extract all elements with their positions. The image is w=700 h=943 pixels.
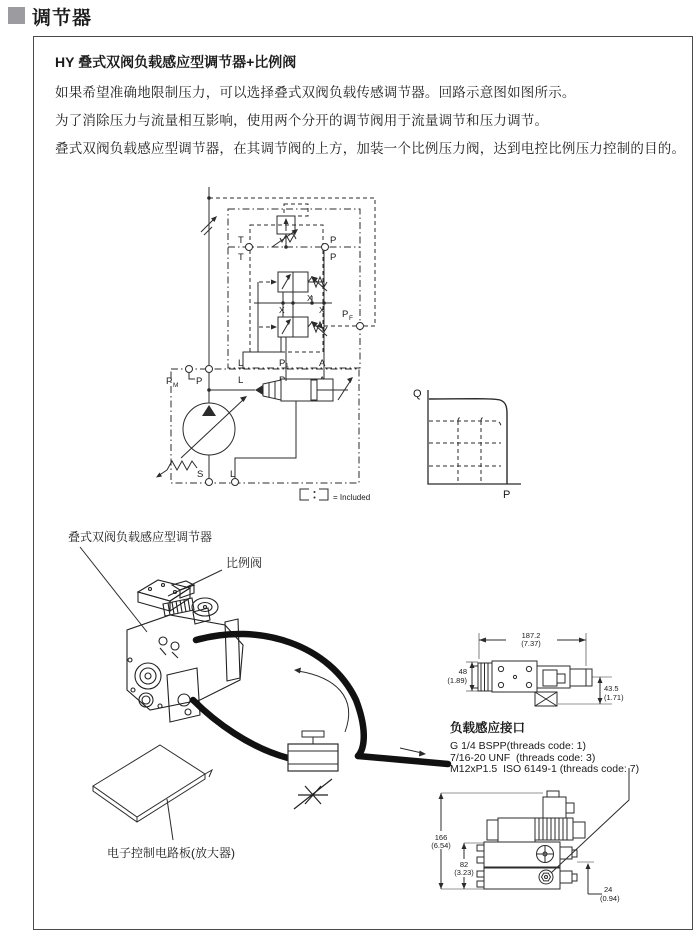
dim-total-height [431, 793, 543, 889]
dim-height-mm: 48 [458, 667, 467, 676]
regulator-label: 叠式双阀负载感应型调节器 [68, 530, 213, 544]
x-axis-label: P [503, 489, 511, 501]
valve-front-view [477, 791, 585, 889]
page-title: 调节器 [32, 8, 93, 29]
port-label-pm: P [166, 376, 173, 387]
port-label-pm-sub: M [173, 382, 179, 389]
port-label-a: A [319, 358, 326, 369]
hose-cable [193, 634, 448, 771]
port-label-t: T [238, 252, 244, 263]
port-label-pf-sub: F [349, 315, 353, 322]
adjustment-guides [429, 417, 501, 484]
port-p [322, 244, 329, 251]
port-label-l: L [230, 469, 236, 480]
included-legend [300, 489, 370, 502]
dim-width-mm: 187.2 [521, 631, 541, 640]
front-view-drawing [428, 758, 690, 930]
section-marker-square [8, 7, 25, 24]
pressure-regulator-valve-symbol [259, 317, 327, 337]
paragraph: 如果希望准确地限制压力，可以选择叠式双阀负载传感调节器。回路示意图如图所示。 [55, 85, 576, 100]
port-label-pf: P [342, 309, 349, 320]
qp-chart [398, 384, 553, 506]
legend-text: = Included [333, 493, 371, 502]
valve-side-view [472, 661, 592, 706]
hydraulic-schematic [148, 183, 400, 509]
pump-figure [60, 525, 460, 870]
dim-total-mm: 166 [434, 833, 448, 842]
dim-total-in: (6.54) [431, 841, 451, 850]
dim-mid-height [454, 843, 484, 889]
y-axis-label: Q [413, 388, 422, 400]
port-p-gauge [206, 366, 213, 373]
paragraph: 为了消除压力与流量相互影响，使用两个分开的调节阀用于流量调节和压力调节。 [55, 113, 549, 128]
side-view-drawing [443, 620, 693, 728]
orifice-row [254, 292, 332, 317]
cut-mark-symbol [294, 779, 332, 809]
pcb-label: 电子控制电路板(放大器) [107, 846, 235, 860]
port-label-l: L [238, 375, 244, 386]
port-t [246, 244, 253, 251]
cutoff-curve [429, 399, 507, 484]
orifice-symbol: X [319, 305, 325, 315]
dim-height [447, 662, 478, 691]
dim-width-in: (7.37) [521, 639, 541, 648]
dim-mid-in: (3.23) [454, 868, 474, 877]
port-label-p: P [330, 252, 337, 263]
orifice-symbol: X [307, 293, 313, 303]
thread-spec: G 1/4 BSPP(threads code: 1) [450, 740, 586, 752]
variable-pump-symbol [156, 396, 296, 486]
port-label-l: L [238, 358, 244, 369]
dim-offset-mm: 24 [604, 885, 613, 894]
dim-height2-mm: 43.5 [604, 684, 619, 693]
proportional-pressure-valve-symbol [272, 204, 308, 249]
dim-height2 [558, 677, 624, 704]
port-pm [186, 366, 193, 373]
port-label-s: S [197, 469, 204, 480]
load-sensing-title: 负载感应接口 [450, 721, 526, 735]
dim-offset [577, 862, 620, 903]
dim-height-in: (1.89) [447, 676, 467, 685]
port-label-p: P [330, 235, 337, 246]
servo-piston-symbol [209, 369, 353, 401]
flow-regulator-valve-symbol [259, 272, 327, 292]
dim-height2-in: (1.71) [604, 693, 624, 702]
dim-offset-in: (0.94) [600, 894, 620, 903]
port-label-t: T [238, 235, 244, 246]
port-label-p1: P₁ [279, 358, 289, 369]
thread-spec: 7/16-20 UNF (threads code: 3) [450, 751, 596, 764]
thread-spec: M12xP1.5 ISO 6149-1 (threads code: 7) [450, 763, 640, 775]
section-title: HY 叠式双阀负载感应型调节器+比例阀 [55, 54, 297, 70]
pump-illustration [127, 580, 243, 722]
dim-mid-mm: 82 [459, 860, 469, 869]
pcb-illustration [93, 745, 212, 840]
orifice-symbol: X [279, 305, 285, 315]
proportional-valve-label: 比例阀 [226, 556, 263, 570]
port-label-p: P [196, 376, 203, 387]
paragraph: 叠式双阀负载感应型调节器，在其调节阀的上方，加装一个比例压力阀，达到电控比例压力控制的目的。 [55, 141, 686, 156]
external-pilot-line [209, 198, 375, 326]
